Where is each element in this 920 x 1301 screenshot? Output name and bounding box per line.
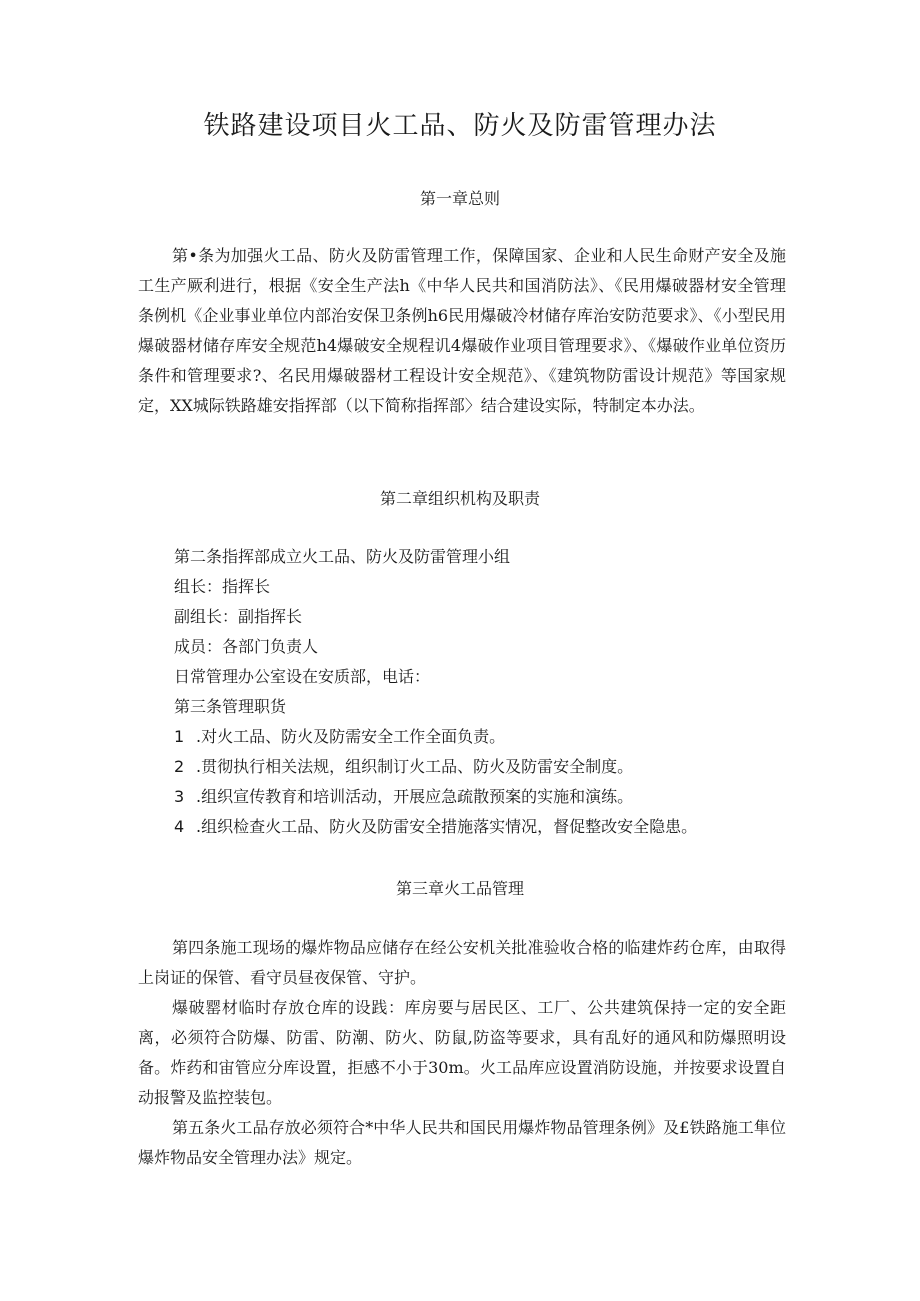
- article-2-text: 第二条指挥部成立火工品、防火及防雷管理小组: [174, 547, 511, 566]
- article-5-paragraph: 第五条火工品存放必须符合*中华人民共和国民用爆炸物品管理条例》及£铁路施工隼位爆炸物品安全管理办法》规定。: [138, 1118, 786, 1167]
- duty-number: 3: [174, 787, 185, 806]
- duty-number: 4: [174, 817, 185, 836]
- office-text: 日常管理办公室设在安质部，电话：: [174, 667, 431, 686]
- duty-text: .贯彻执行相关法规，组织制订火工品、防火及防雷安全制度。: [196, 757, 634, 776]
- members-text: 成员：各部门负责人: [174, 637, 319, 656]
- chapter-3-heading: 第三章火工品管理: [395, 879, 524, 898]
- chapter-2-heading: 第二章组织机构及职责: [379, 489, 540, 508]
- duty-text: .组织检查火工品、防火及防雷安全措施落实情况，督促整改安全隐患。: [196, 817, 698, 836]
- duty-text: .组织宣传教育和培训活动，开展应急疏散预案的实施和演练。: [196, 787, 634, 806]
- duty-item: [174, 752, 633, 782]
- duty-text: .对火工品、防火及防需安全工作全面负责。: [196, 727, 506, 746]
- article-3-text: 第三条管理职货: [174, 697, 287, 716]
- article-4-paragraph: 第四条施工现场的爆炸物品应储存在经公安机关批准验收合格的临建炸药仓库，由取得上岗证的保管、看守员昼夜保管、守护。: [138, 938, 786, 987]
- deputy-leader-text: 副组长：副指挥长: [174, 607, 303, 626]
- chapter-1-heading: 第一章总则: [419, 189, 500, 208]
- document-title: 铁路建设项目火工品、防火及防雷管理办法: [203, 111, 717, 141]
- group-leader-text: 组长：指挥长: [174, 577, 271, 596]
- duty-item: [174, 812, 697, 842]
- duty-item: [174, 782, 633, 812]
- article-1-paragraph: 第•条为加强火工品、防火及防雷管理工作，保障国家、企业和人民生命财产安全及施工生产厥利进行，根据《安全生产法h《中华人民共和国消防法》、《民用爆破器材安全管理条例机《企业事业单位内部治安保卫条例h6民用爆破冷材储存库治安防范要求》、《小型民用爆破器材储存库安全规范h4爆破安全规程讥4爆破作业项目管理要求》、《爆破作业单位资历条件和管理要求?、名民用爆破器材工程设计安全规范》、《建筑物防雷设计规范》等国家规定，XX城际铁路雄安指挥部（以下简称指挥部〉结合建设实际，特制定本办法。: [138, 246, 786, 415]
- storage-paragraph: 爆破罂材临时存放仓库的设践：库房要与居民区、工厂、公共建筑保持一定的安全距离，必须符合防爆、防雷、防潮、防火、防鼠,防盗等要求，具有乱好的通风和防爆照明设备。炸药和宙管应分库设置，拒感不小于30m。火工品库应设置消防设施，并按要求设置自动报警及监控装包。: [138, 998, 786, 1107]
- duty-number: 2: [174, 757, 185, 776]
- duty-item: [174, 722, 505, 752]
- duty-number: 1: [174, 727, 185, 746]
